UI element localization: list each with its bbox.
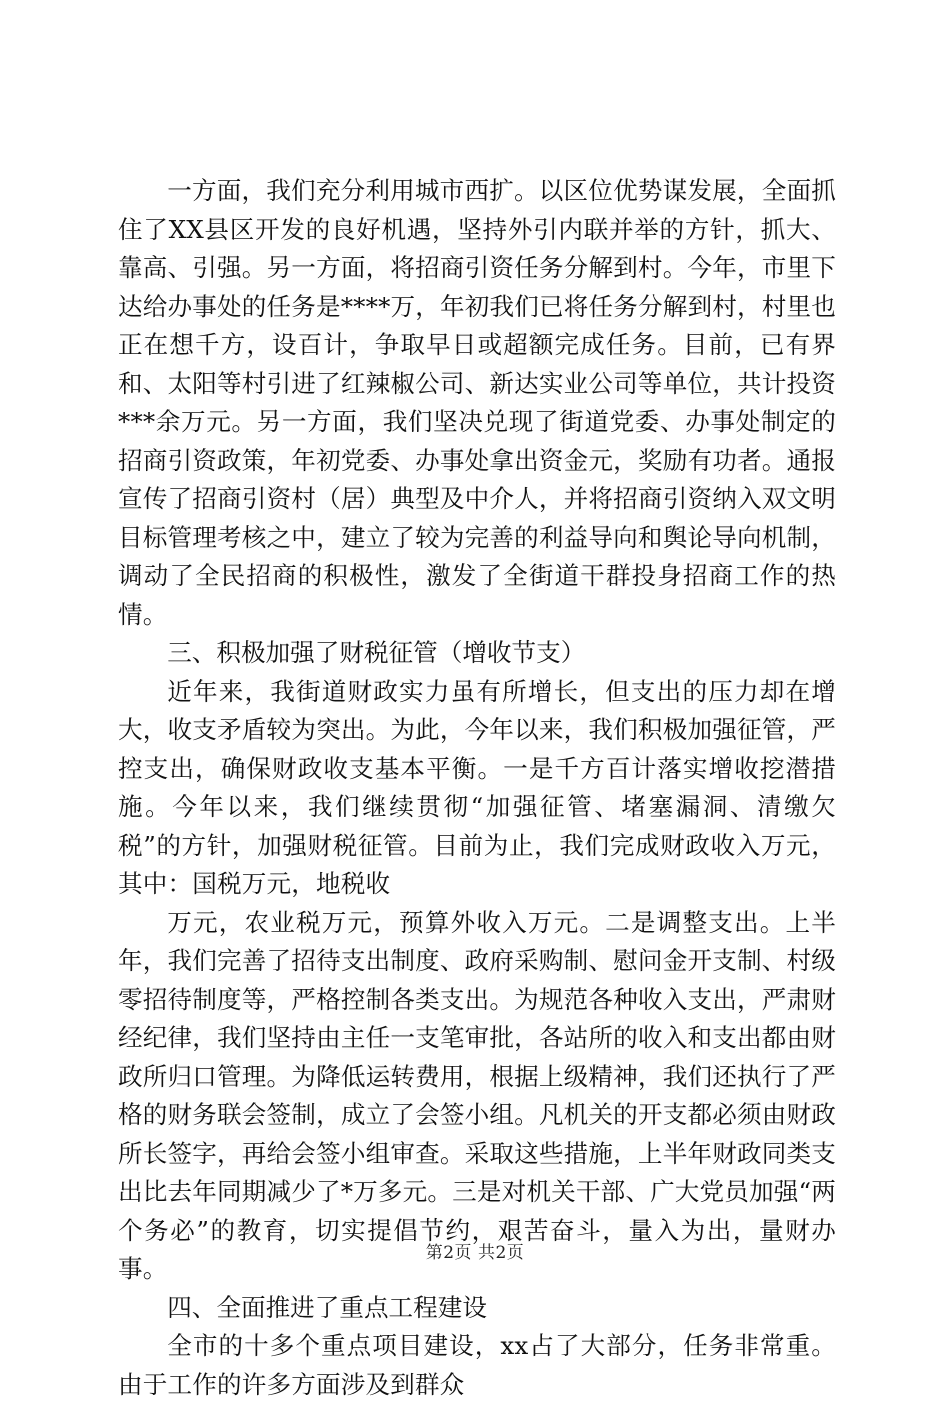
document-body bbox=[118, 172, 836, 1404]
paragraph-finance-expenditure: 万元，农业税万元，预算外收入万元。二是调整支出。上半年，我们完善了招待支出制度、政府采购制、慰问金开支制、村级零招待制度等，严格控制各类支出。为规范各种收入支出，严肃财经纪律，我们坚持由主任一支笔审批，各站所的收入和支出都由财政所归口管理。为降低运转费用，根据上级精神，我们还执行了严格的财务联会签制，成立了会签小组。凡机关的开支都必须由财政所长签字，再给会签小组审查。采取这些措施，上半年财政同类支出比去年同期减少了*万多元。三是对机关干部、广大党员加强“两个务必”的教育，切实提倡节约，艰苦奋斗，量入为出，量财办事。 bbox=[118, 907, 836, 1283]
paragraph-investment: 一方面，我们充分利用城市西扩。以区位优势谋发展，全面抓住了XX县区开发的良好机遇，坚持外引内联并举的方针，抓大、靠高、引强。另一方面，将招商引资任务分解到村。今年，市里下达给办事处的任务是****万，年初我们已将任务分解到村，村里也正在想千方，设百计，争取早日或超额完成任务。目前，已有界和、太阳等村引进了红辣椒公司、新达实业公司等单位，共计投资***余万元。另一方面，我们坚决兑现了街道党委、办事处制定的招商引资政策，年初党委、办事处拿出资金元，奖励有功者。通报宣传了招商引资村（居）典型及中介人，并将招商引资纳入双文明目标管理考核之中，建立了较为完善的利益导向和舆论导向机制，调动了全民招商的积极性，激发了全街道干群投身招商工作的热情。 bbox=[118, 176, 836, 629]
paragraph-key-projects: 全市的十多个重点项目建设，xx占了大部分，任务非常重。由于工作的许多方面涉及到群众 bbox=[118, 1331, 836, 1399]
page-number-footer: 第2页 共2页 bbox=[425, 1243, 525, 1263]
section-heading-finance-tax: 三、积极加强了财税征管（增收节支） bbox=[167, 638, 586, 667]
section-heading-key-projects: 四、全面推进了重点工程建设 bbox=[167, 1292, 487, 1322]
paragraph-finance-revenue: 近年来，我街道财政实力虽有所增长，但支出的压力却在增大，收支矛盾较为突出。为此，今年以来，我们积极加强征管，严控支出，确保财政收支基本平衡。一是千方百计落实增收挖潜措施。今年以来，我们继续贯彻“加强征管、堵塞漏洞、清缴欠税”的方针，加强财税征管。目前为止，我们完成财政收入万元，其中：国税万元，地税收 bbox=[118, 676, 836, 898]
